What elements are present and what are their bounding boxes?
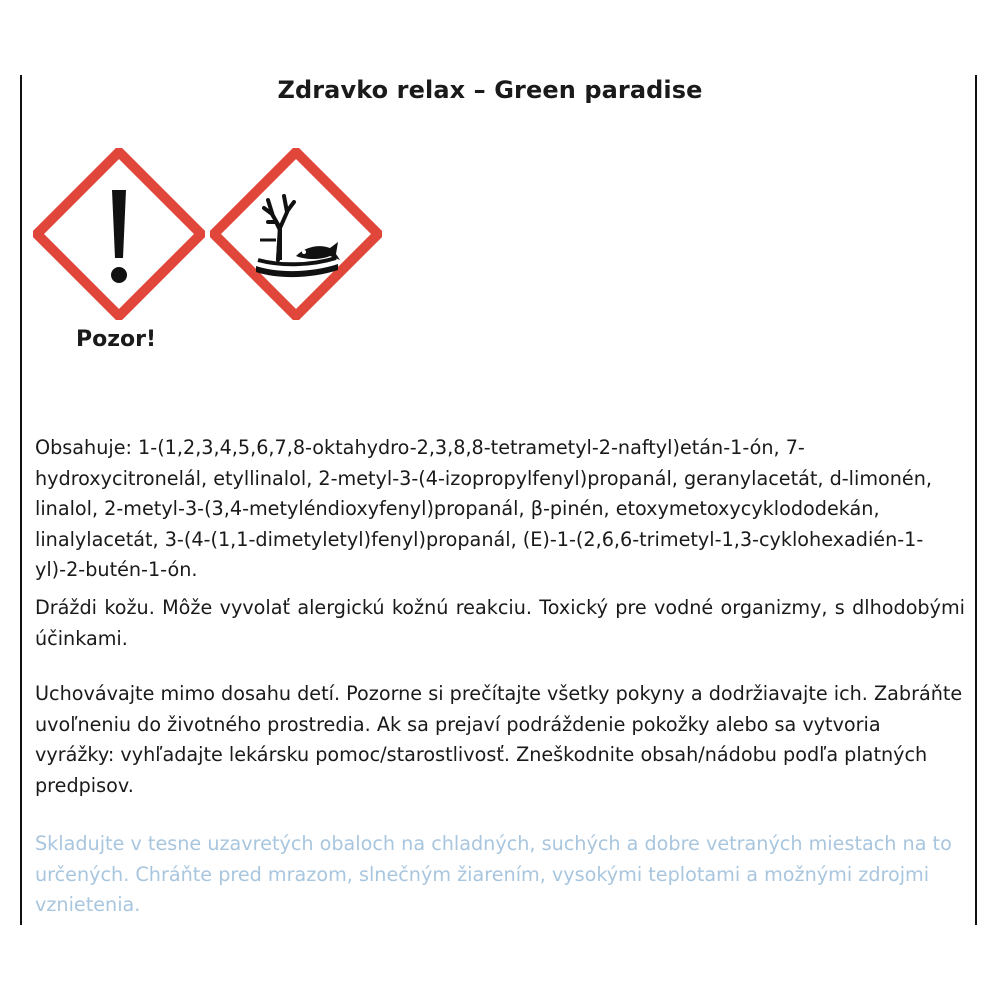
precautionary-statements-text: Uchovávajte mimo dosahu detí. Pozorne si prečítajte všetky pokyny a dodržiavajte ich. Zabráňte uvoľneniu do životného prostredia. Ak sa prejaví podráždenie pokožky alebo sa vytvoria vyrážky: vyhľadajte lekársku pomoc/starostlivosť. Zneškodnite obsah/nádobu podľa platných predpisov. [35,682,963,797]
hazard-statements-text: Dráždi kožu. Môže vyvolať alergickú kožnú reakciu. Toxický pre vodné organizmy, s dlhodobými účinkami. [35,596,965,650]
contains-ingredients-text: Obsahuje: 1-(1,2,3,4,5,6,7,8-oktahydro-2,3,8,8-tetrametyl-2-naftyl)etán-1-ón, 7-hydroxycitronelál, etyllinalol, 2-metyl-3-(4-izopropylfenyl)propanál, geranylacetát, d-limonén, linalol, 2-metyl-3-(3,4-metyléndioxyfenyl)propanál, β-pinén, etoxymetoxycyklododekán, linalylacetát, 3-(4-(1,1-dimetyletyl)fenyl)propanál, (E)-1-(2,6,6-trimetyl-1,3-cyklohexadién-1-yl)-2-butén-1-ón. [35,436,932,581]
ghs07-exclamation-mark-icon [33,148,205,320]
frame-left-border [20,75,22,925]
product-title: Zdravko relax – Green paradise [277,76,703,104]
frame-right-border [975,75,977,925]
signal-word: Pozor! [76,327,157,352]
storage-instructions-text: Skladujte v tesne uzavretých obaloch na chladných, suchých a dobre vetraných miestach na to určených. Chráňte pred mrazom, slnečným žiarením, vysokými teplotami a možnými zdrojmi vznietenia. [35,832,952,916]
ghs09-environment-icon [210,148,382,320]
